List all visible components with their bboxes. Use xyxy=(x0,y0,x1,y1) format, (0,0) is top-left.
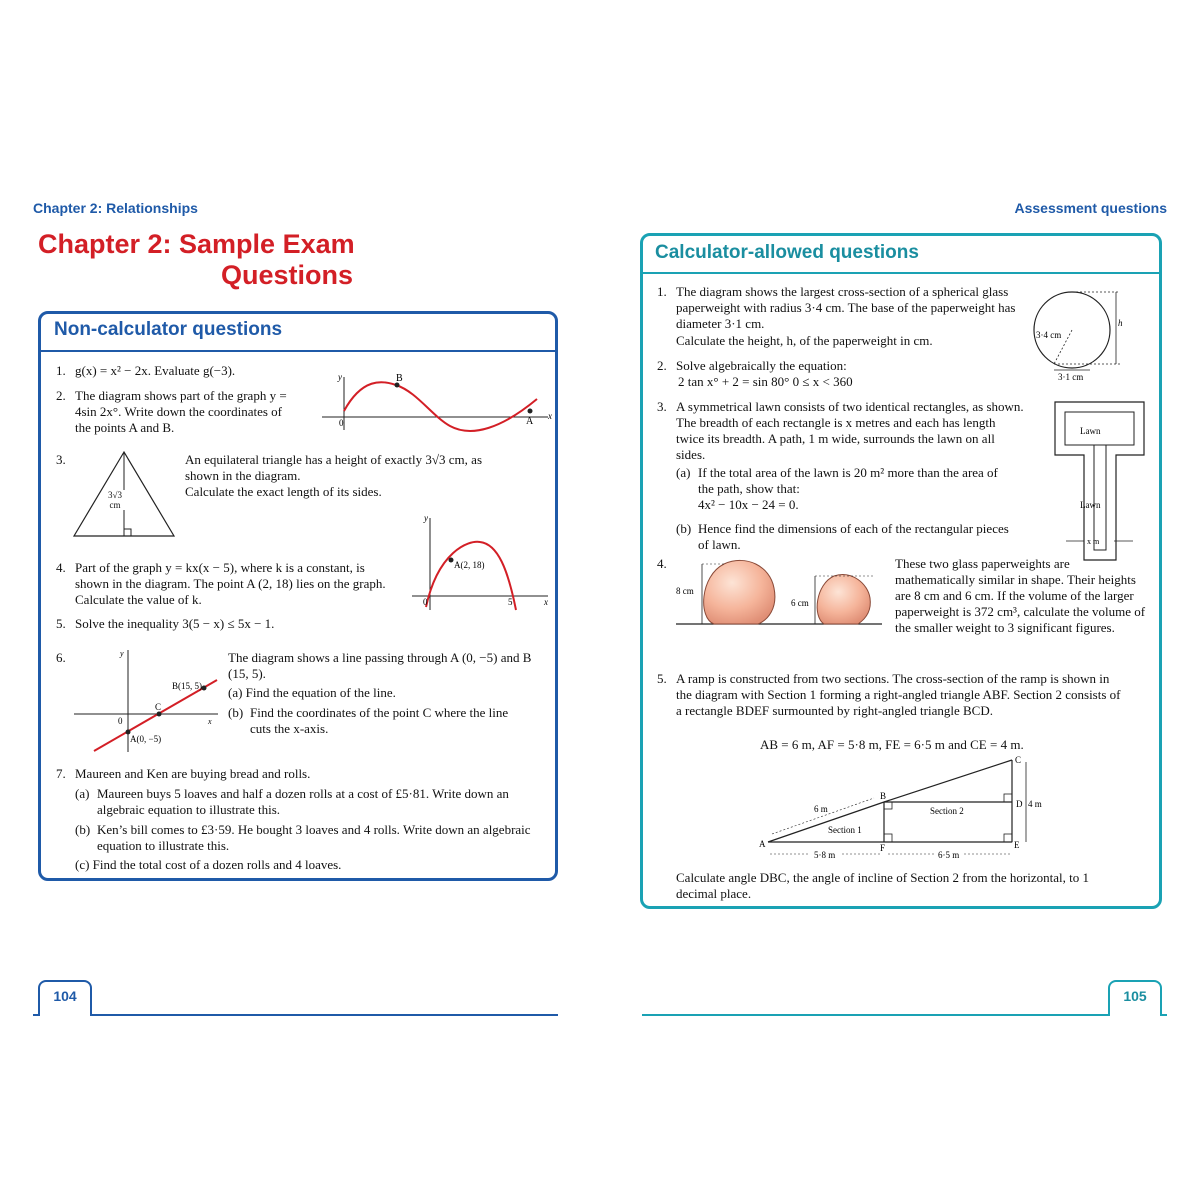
svg-text:C: C xyxy=(1015,755,1022,765)
svg-text:F: F xyxy=(880,843,886,853)
question-text: The diagram shows a line passing through A (0, −5) and B (15, 5). xyxy=(228,650,532,681)
parabola-graph xyxy=(408,512,553,612)
svg-text:0: 0 xyxy=(118,716,123,726)
running-header-right: Assessment questions xyxy=(1014,200,1167,216)
question-text: These two glass paperweights are mathematically similar in shape. Their heights are 8 cm and 6 cm. If the volume of the larger paperweight is 372 cm³, calculate the volume of the smaller weight to 3 significant figures. xyxy=(895,556,1146,635)
sphere-cross-section xyxy=(1030,286,1130,386)
part-a: Maureen buys 5 loaves and half a dozen rolls at a cost of £5·81. Write down an algebraic equation to illustrate this. xyxy=(97,786,509,817)
part-b: Ken’s bill comes to £3·59. He bought 3 loaves and 4 rolls. Write down an algebraic equation to illustrate this. xyxy=(97,822,531,853)
part-label: (b) xyxy=(228,705,244,720)
question-number: 3. xyxy=(56,452,66,467)
ab-label: 6 m xyxy=(814,804,828,814)
part-label: (a) xyxy=(676,465,691,480)
question-number: 1. xyxy=(56,363,66,378)
lawn-label: Lawn xyxy=(1080,500,1101,510)
ce-label: 4 m xyxy=(1028,799,1042,809)
question-text: The diagram shows the largest cross-section of a spherical glass paperweight with radius 3·4 cm. The base of the paperweight has diameter 3·1 cm. xyxy=(676,284,1016,331)
paperweights-diagram xyxy=(674,556,884,628)
question-number: 5. xyxy=(56,616,66,631)
part-a: (a) Find the equation of the line. xyxy=(228,685,396,700)
ramp-diagram xyxy=(756,752,1046,864)
heading-rule xyxy=(38,350,558,352)
part-label: (a) xyxy=(75,786,90,801)
part-label: (b) xyxy=(75,822,91,837)
page-number-left: 104 xyxy=(38,980,92,1016)
part-label: (b) xyxy=(676,521,692,536)
question-text: A symmetrical lawn consists of two identical rectangles, as shown. The breadth of each rectangle is x metres and each has length twice its breadth. A path, 1 m wide, surrounds the lawn on all sides. xyxy=(676,399,1024,462)
question-number: 2. xyxy=(657,358,667,373)
svg-text:x: x xyxy=(548,411,552,421)
question-number: 4. xyxy=(657,556,667,571)
svg-text:A: A xyxy=(526,416,534,427)
part-b: Find the coordinates of the point C where the line cuts the x-axis. xyxy=(250,705,509,736)
equation: 4x² − 10x − 24 = 0. xyxy=(698,497,799,512)
part-a: If the total area of the lawn is 20 m² more than the area of the path, show that: xyxy=(698,465,998,496)
svg-text:x: x xyxy=(208,717,212,726)
svg-text:D: D xyxy=(1016,799,1023,809)
fe-label: 6·5 m xyxy=(938,850,960,860)
svg-text:E: E xyxy=(1014,840,1020,850)
question-text: g(x) = x² − 2x. Evaluate g(−3). xyxy=(75,363,236,378)
question-text: Calculate the exact length of its sides. xyxy=(185,484,382,499)
x-m-label: x m xyxy=(1087,537,1100,546)
question-number: 3. xyxy=(657,399,667,414)
non-calculator-heading: Non-calculator questions xyxy=(54,319,283,340)
point-a-label: A(0, −5) xyxy=(130,734,162,744)
chapter-title-line1: Chapter 2: Sample Exam xyxy=(38,229,355,259)
radius-label: 3·4 cm xyxy=(1036,330,1062,340)
running-header-left: Chapter 2: Relationships xyxy=(33,200,198,216)
svg-text:0: 0 xyxy=(423,597,428,607)
footer-rule-left xyxy=(33,1014,558,1016)
question-text: Maureen and Ken are buying bread and rolls. xyxy=(75,766,311,781)
svg-text:x: x xyxy=(544,597,548,607)
svg-text:B: B xyxy=(880,791,887,801)
height-label: 3√3 cm xyxy=(105,490,125,510)
question-number: 5. xyxy=(657,671,667,686)
question-number: 6. xyxy=(56,650,66,665)
question-text: An equilateral triangle has a height of exactly 3√3 cm, as shown in the diagram. xyxy=(185,452,483,483)
chapter-title-line2: Questions xyxy=(221,260,354,290)
point-c-label: C xyxy=(155,702,162,712)
svg-text:A: A xyxy=(759,839,766,849)
af-label: 5·8 m xyxy=(814,850,836,860)
page-number-right: 105 xyxy=(1108,980,1162,1016)
base-label: 3·1 cm xyxy=(1058,372,1084,382)
svg-text:5: 5 xyxy=(508,597,513,607)
question-text: Calculate angle DBC, the angle of incline of Section 2 from the horizontal, to 1 decimal place. xyxy=(676,870,1089,901)
section-2-label: Section 2 xyxy=(930,806,964,816)
heading-rule xyxy=(640,272,1162,274)
question-text: A ramp is constructed from two sections. The cross-section of the ramp is shown in the diagram with Section 1 forming a right-angled triangle ABF. Section 2 consists of a rectangle BDEF surmounted by right-angled triangle BCD. xyxy=(676,671,1121,718)
question-text: Calculate the height, h, of the paperweight in cm. xyxy=(676,333,933,348)
question-text: Solve algebraically the equation: xyxy=(676,358,847,373)
height-6-label: 6 cm xyxy=(791,598,809,608)
part-b: Hence find the dimensions of each of the rectangular pieces of lawn. xyxy=(698,521,1009,552)
lawn-diagram xyxy=(1054,400,1146,562)
svg-text:y: y xyxy=(424,513,428,523)
equation: 2 tan x° + 2 = sin 80° 0 ≤ x < 360 xyxy=(678,374,853,389)
question-number: 4. xyxy=(56,560,66,575)
calculator-heading: Calculator-allowed questions xyxy=(655,242,919,263)
part-c: (c) Find the total cost of a dozen rolls and 4 loaves. xyxy=(75,857,342,872)
point-a-label: A(2, 18) xyxy=(454,560,485,570)
footer-rule-right xyxy=(642,1014,1167,1016)
point-b-label: B(15, 5) xyxy=(172,681,202,691)
lawn-label: Lawn xyxy=(1080,426,1101,436)
line-graph xyxy=(72,644,222,756)
svg-text:0: 0 xyxy=(339,418,344,428)
question-text: Solve the inequality 3(5 − x) ≤ 5x − 1. xyxy=(75,616,275,631)
question-number: 1. xyxy=(657,284,667,299)
height-8-label: 8 cm xyxy=(676,586,694,596)
svg-text:y: y xyxy=(338,372,342,382)
question-number: 2. xyxy=(56,388,66,403)
dimensions: AB = 6 m, AF = 5·8 m, FE = 6·5 m and CE = 4 m. xyxy=(760,737,1024,752)
section-1-label: Section 1 xyxy=(828,825,862,835)
h-label: h xyxy=(1118,318,1123,328)
question-number: 7. xyxy=(56,766,66,781)
svg-text:B: B xyxy=(396,373,403,384)
svg-text:y: y xyxy=(120,649,124,658)
question-text: The diagram shows part of the graph y = 4sin 2x°. Write down the coordinates of the points A and B. xyxy=(75,388,287,435)
question-text: Part of the graph y = kx(x − 5), where k is a constant, is shown in the diagram. The point A (2, 18) lies on the graph. Calculate the value of k. xyxy=(75,560,386,607)
sine-graph xyxy=(322,372,554,432)
